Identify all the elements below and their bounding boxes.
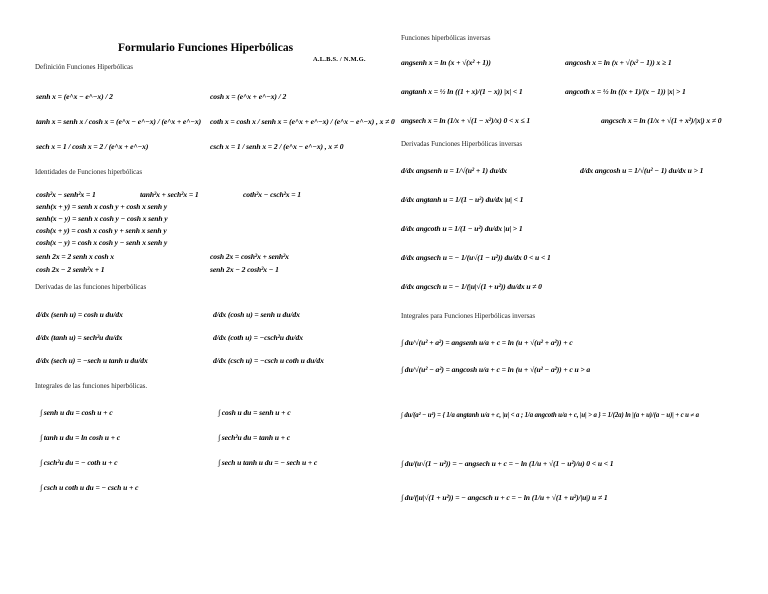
int-angcosh: ∫ du/√(u² − a²) = angcosh u/a + c = ln (u + √(u² − a²)) + c u > a bbox=[401, 365, 591, 374]
section-identidades: Identidades de Funciones hiperbólicas bbox=[35, 168, 143, 176]
identity-5: senh(x − y) = senh x cosh y − cosh x senh y bbox=[36, 214, 168, 223]
int-angtanh-angcoth: ∫ du/(a² − u²) = { 1/a angtanh u/a + c, |u| < a ; 1/a angcoth u/a + c, |u| > a } = 1/(2a) ln |(a + u)/(a − u)| + c u ≠ a bbox=[401, 412, 699, 419]
deriv-cosh: d/dx (cosh u) = senh u du/dx bbox=[213, 310, 300, 319]
def-tanh: tanh x = senh x / cosh x = (e^x − e^−x) / (e^x + e^−x) bbox=[36, 117, 202, 126]
deriv-angcsch: d/dx angcsch u = − 1/(|u|√(1 + u²)) du/dx u ≠ 0 bbox=[401, 282, 542, 291]
int-angsech: ∫ du/(u√(1 − u²)) = − angsech u + c = − ln (1/u + √(1 − u²)/u) 0 < u < 1 bbox=[401, 459, 614, 468]
inv-senh: angsenh x = ln (x + √(x² + 1)) bbox=[401, 58, 491, 67]
deriv-coth: d/dx (coth u) = −csch²u du/dx bbox=[213, 333, 303, 342]
inv-tanh: angtanh x = ½ ln ((1 + x)/(1 − x)) |x| < 1 bbox=[401, 87, 523, 96]
deriv-angsech: d/dx angsech u = − 1/(u√(1 − u²)) du/dx 0 < u < 1 bbox=[401, 253, 551, 262]
deriv-angsenh: d/dx angsenh u = 1/√(u² + 1) du/dx bbox=[401, 166, 508, 175]
sheet-title: Formulario Funciones Hiperbólicas bbox=[118, 42, 294, 54]
inv-cosh: angcosh x = ln (x + √(x² − 1)) x ≥ 1 bbox=[565, 58, 672, 67]
identity-4: senh(x + y) = senh x cosh y + cosh x senh y bbox=[36, 202, 168, 211]
int-csch2: ∫ csch²u du = − coth u + c bbox=[40, 458, 118, 467]
deriv-tanh: d/dx (tanh u) = sech²u du/dx bbox=[36, 333, 123, 342]
def-sech: sech x = 1 / cosh x = 2 / (e^x + e^−x) bbox=[36, 142, 149, 151]
deriv-angtanh: d/dx angtanh u = 1/(1 − u²) du/dx |u| < 1 bbox=[401, 195, 524, 204]
def-csch: csch x = 1 / senh x = 2 / (e^x − e^−x) , x ≠ 0 bbox=[210, 142, 344, 151]
identity-1: cosh²x − senh²x = 1 bbox=[36, 190, 96, 199]
identity-8: senh 2x = 2 senh x cosh x bbox=[36, 252, 114, 261]
inv-sech: angsech x = ln (1/x + √(1 − x²)/x) 0 < x ≤ 1 bbox=[401, 116, 531, 125]
identity-10: cosh 2x − 2 senh²x + 1 bbox=[36, 265, 105, 274]
inv-coth: angcoth x = ½ ln ((x + 1)/(x − 1)) |x| > 1 bbox=[565, 87, 686, 96]
int-cschcoth: ∫ csch u coth u du = − csch u + c bbox=[40, 483, 139, 492]
int-angcsch: ∫ du/(|u|√(1 + u²)) = − angcsch u + c = − ln (1/u + √(1 + u²)/|u|) u ≠ 1 bbox=[401, 493, 608, 502]
identity-3: coth²x − csch²x = 1 bbox=[243, 190, 301, 199]
section-inversas: Funciones hiperbólicas inversas bbox=[401, 34, 491, 42]
section-derivadas: Derivadas de las funciones hiperbólicas bbox=[35, 283, 147, 291]
section-integrales: Integrales de las funciones hiperbólicas. bbox=[35, 382, 148, 390]
identity-11: senh 2x − 2 cosh²x − 1 bbox=[210, 265, 279, 274]
inv-csch: angcsch x = ln (1/x + √(1 + x²)/|x|) x ≠ 0 bbox=[601, 116, 722, 125]
section-integrales-inversas: Integrales para Funciones Hiperbólicas inversas bbox=[401, 312, 536, 320]
int-senh: ∫ senh u du = cosh u + c bbox=[40, 408, 113, 417]
def-cosh: cosh x = (e^x + e^−x) / 2 bbox=[210, 92, 287, 101]
int-sech2: ∫ sech²u du = tanh u + c bbox=[218, 433, 291, 442]
int-tanh: ∫ tanh u du = ln cosh u + c bbox=[40, 433, 120, 442]
int-sechtanh: ∫ sech u tanh u du = − sech u + c bbox=[218, 458, 318, 467]
authors: A.L.B.S. / N.M.G. bbox=[313, 56, 366, 63]
def-senh: senh x = (e^x − e^−x) / 2 bbox=[36, 92, 113, 101]
deriv-csch: d/dx (csch u) = −csch u coth u du/dx bbox=[213, 356, 324, 365]
deriv-angcoth: d/dx angcoth u = 1/(1 − u²) du/dx |u| > 1 bbox=[401, 224, 523, 233]
int-angsenh: ∫ du/√(u² + a²) = angsenh u/a + c = ln (u + √(u² + a²)) + c bbox=[401, 338, 573, 347]
def-coth: coth x = cosh x / senh x = (e^x + e^−x) / (e^x − e^−x) , x ≠ 0 bbox=[210, 117, 395, 126]
identity-7: cosh(x − y) = cosh x cosh y − senh x senh y bbox=[36, 238, 168, 247]
identity-6: cosh(x + y) = cosh x cosh y + senh x senh y bbox=[36, 226, 167, 235]
deriv-angcosh: d/dx angcosh u = 1/√(u² − 1) du/dx u > 1 bbox=[580, 166, 704, 175]
section-definicion: Definición Funciones Hiperbólicas bbox=[35, 63, 133, 71]
deriv-sech: d/dx (sech u) = −sech u tanh u du/dx bbox=[36, 356, 148, 365]
section-derivadas-inversas: Derivadas Funciones Hiperbólicas inversas bbox=[401, 140, 523, 148]
identity-2: tanh²x + sech²x = 1 bbox=[140, 190, 199, 199]
int-cosh: ∫ cosh u du = senh u + c bbox=[218, 408, 291, 417]
deriv-senh: d/dx (senh u) = cosh u du/dx bbox=[36, 310, 123, 319]
identity-9: cosh 2x = cosh²x + senh²x bbox=[210, 252, 289, 261]
